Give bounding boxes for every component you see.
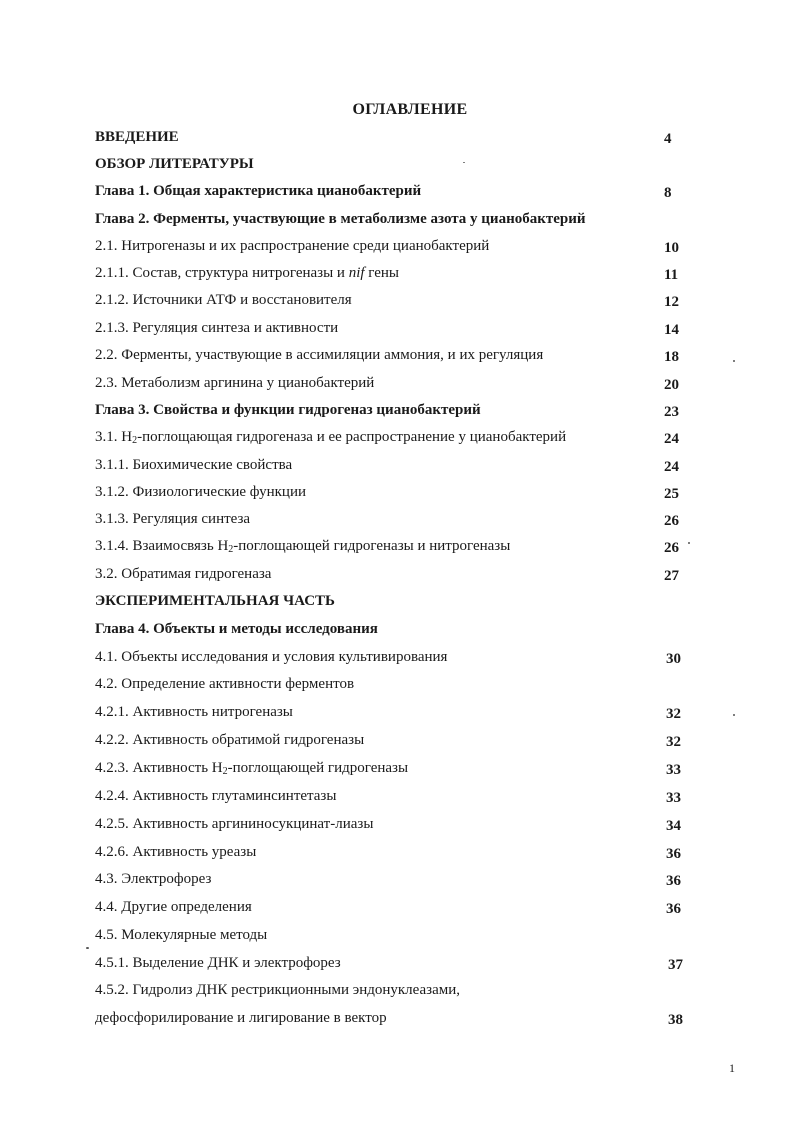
toc-entry-2-1: 2.1. Нитрогеназы и их распространение среди цианобактерий: [95, 238, 490, 254]
toc-page-number: 23: [664, 404, 679, 420]
toc-entry-3-2: 3.2. Обратимая гидрогеназа: [95, 566, 272, 582]
toc-entry-literature-review: ОБЗОР ЛИТЕРАТУРЫ: [95, 156, 254, 172]
toc-entry-2-3: 2.3. Метаболизм аргинина у цианобактерий: [95, 375, 375, 391]
toc-entry-experimental-part: ЭКСПЕРИМЕНТАЛЬНАЯ ЧАСТЬ: [95, 593, 335, 609]
toc-entry-4-5-2-continued: дефосфорилирование и лигирование в вектор: [95, 1010, 387, 1026]
toc-entry-introduction: ВВЕДЕНИЕ: [95, 129, 179, 145]
toc-entry-3-1-2: 3.1.2. Физиологические функции: [95, 484, 306, 500]
toc-page-number: 32: [666, 734, 681, 750]
toc-page-number: 37: [668, 957, 683, 973]
toc-entry-3-1: [95, 428, 566, 446]
toc-entry-4-5-2: 4.5.2. Гидролиз ДНК рестрикционными эндонуклеазами,: [95, 982, 461, 998]
toc-page-number: 33: [666, 790, 681, 806]
toc-page-number: 26: [664, 540, 679, 556]
toc-entry-2-1-1: [95, 264, 399, 282]
toc-entry-text: -поглощающая гидрогеназа и ее распространение у цианобактерий: [137, 429, 567, 445]
toc-entry-2-2: 2.2. Ферменты, участвующие в ассимиляции аммония, и их регуляция: [95, 347, 544, 363]
toc-entry-4-2: 4.2. Определение активности ферментов: [95, 676, 355, 692]
toc-page-number: 8: [664, 185, 672, 201]
toc-entry-4-5-1: 4.5.1. Выделение ДНК и электрофорез: [95, 955, 341, 971]
toc-entry-text: 2.1.1. Состав, структура нитрогеназы и: [95, 265, 349, 281]
toc-entry-2-1-3: 2.1.3. Регуляция синтеза и активности: [95, 320, 339, 336]
toc-entry-subscript: 2: [222, 766, 228, 777]
toc-page-number: 26: [664, 513, 679, 529]
toc-page-number: 24: [664, 431, 679, 447]
toc-entry-subscript: 2: [132, 435, 138, 446]
scan-speck: [463, 162, 465, 163]
toc-entry-2-1-2: 2.1.2. Источники АТФ и восстановителя: [95, 292, 352, 308]
toc-page-number: 24: [664, 459, 679, 475]
toc-entry-chapter-2: Глава 2. Ферменты, участвующие в метаболизме азота у цианобактерий: [95, 211, 586, 227]
toc-page-number: 25: [664, 486, 679, 502]
toc-page-number: 20: [664, 377, 679, 393]
toc-entry-text: гены: [364, 265, 400, 281]
toc-page-number: 38: [668, 1012, 683, 1028]
toc-page-number: 12: [664, 294, 679, 310]
toc-entry-4-1: 4.1. Объекты исследования и условия культивирования: [95, 649, 448, 665]
toc-entry-4-2-3: [95, 759, 408, 777]
page-number-footer: 1: [729, 1061, 735, 1075]
toc-page-number: 27: [664, 568, 679, 584]
scan-speck: [86, 947, 89, 949]
toc-entry-4-2-5: 4.2.5. Активность аргининосукцинат-лиазы: [95, 816, 374, 832]
scan-speck: [688, 542, 690, 544]
toc-entry-text: 3.1.4. Взаимосвязь H: [95, 538, 229, 554]
toc-entry-3-1-1: 3.1.1. Биохимические свойства: [95, 457, 293, 473]
toc-entry-4-2-4: 4.2.4. Активность глутаминсинтетазы: [95, 788, 337, 804]
scan-speck: [733, 360, 735, 362]
toc-entry-subscript: 2: [228, 544, 234, 555]
toc-entry-chapter-4: Глава 4. Объекты и методы исследования: [95, 621, 378, 637]
toc-page-number: 36: [666, 901, 681, 917]
toc-entry-text: -поглощающей гидрогеназы и нитрогеназы: [233, 538, 511, 554]
toc-entry-3-1-4: [95, 537, 510, 555]
toc-entry-text-italic: nif: [348, 265, 365, 281]
toc-entry-4-2-2: 4.2.2. Активность обратимой гидрогеназы: [95, 732, 365, 748]
toc-page-number: 33: [666, 762, 681, 778]
toc-page-number: 18: [664, 349, 679, 365]
toc-page-number: 36: [666, 846, 681, 862]
toc-page-number: 34: [666, 818, 681, 834]
toc-entry-4-2-1: 4.2.1. Активность нитрогеназы: [95, 704, 293, 720]
toc-entry-4-3: 4.3. Электрофорез: [95, 871, 212, 887]
toc-entry-text: 3.1. H: [95, 429, 133, 445]
page-title: ОГЛАВЛЕНИЕ: [352, 101, 468, 118]
toc-page-number: 4: [664, 131, 672, 147]
toc-entry-chapter-3: Глава 3. Свойства и функции гидрогеназ цианобактерий: [95, 402, 481, 418]
toc-entry-text: -поглощающей гидрогеназы: [227, 760, 409, 776]
toc-page-number: 14: [664, 322, 679, 338]
toc-page-number: 36: [666, 873, 681, 889]
toc-entry-3-1-3: 3.1.3. Регуляция синтеза: [95, 511, 251, 527]
toc-page-number: 32: [666, 706, 681, 722]
toc-entry-4-4: 4.4. Другие определения: [95, 899, 252, 915]
toc-entry-4-2-6: 4.2.6. Активность уреазы: [95, 844, 257, 860]
toc-page-number: 10: [664, 240, 679, 256]
toc-entry-4-5: 4.5. Молекулярные методы: [95, 927, 268, 943]
toc-page-number: 11: [664, 267, 679, 283]
toc-entry-text: 4.2.3. Активность H: [95, 760, 223, 776]
toc-entry-chapter-1: Глава 1. Общая характеристика цианобактерий: [95, 183, 422, 199]
scan-speck: [733, 714, 735, 716]
toc-page-number: 30: [666, 651, 681, 667]
